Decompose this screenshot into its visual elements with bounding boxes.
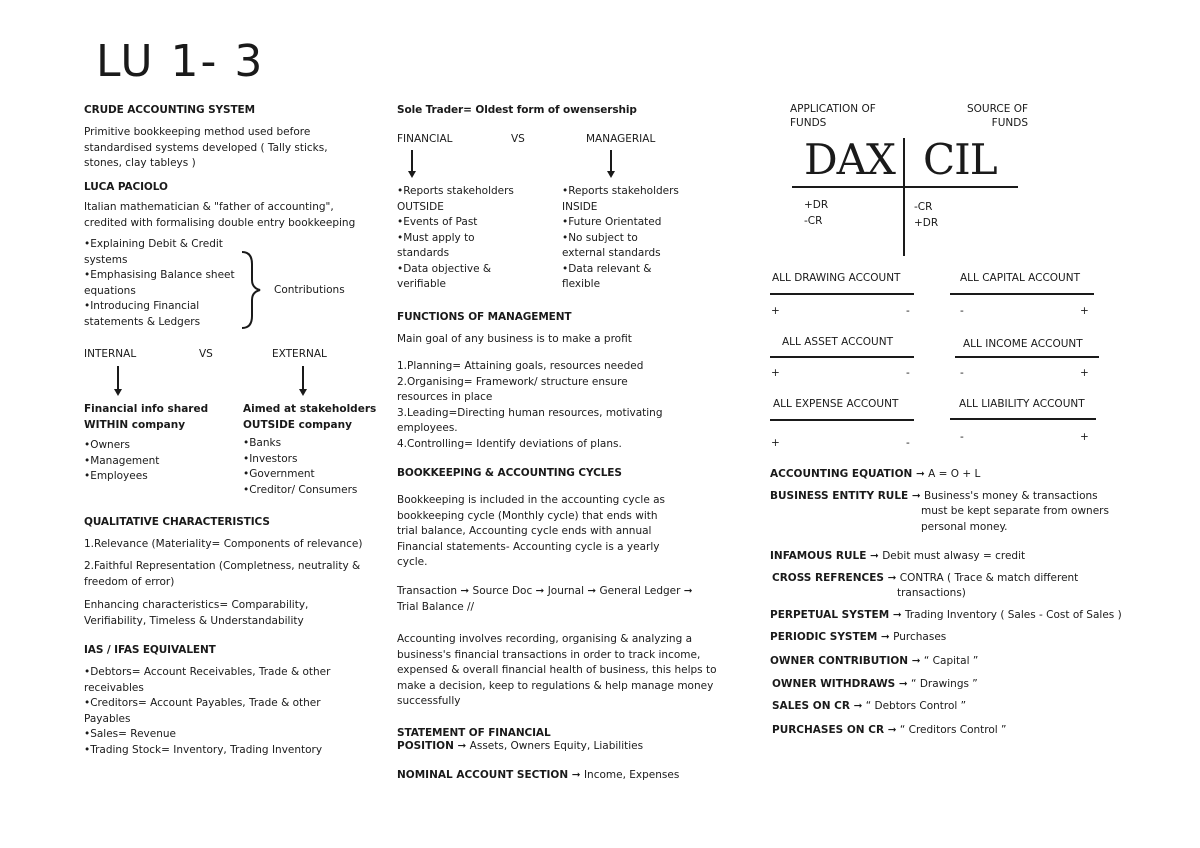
income-right-sign: + [1080,367,1089,379]
financial-label: FINANCIAL [397,133,453,145]
curly-brace-icon [238,250,262,330]
cil-label: CIL [923,135,997,184]
asset-left-sign: + [771,367,780,379]
page-title: LU 1- 3 [96,36,265,87]
arrow-head-icon [408,171,416,178]
rule-business-entity: BUSINESS ENTITY RULE ➞ Business's money & transactions [770,490,1098,502]
account-underline [950,293,1094,295]
capital-right-sign: + [1080,305,1089,317]
application-funds: APPLICATION OF FUNDS [790,103,876,129]
drawing-right-sign: - [906,305,910,317]
sfp-block: STATEMENT OF FINANCIAL POSITION ➞ Assets, Owners Equity, Liabilities [397,727,644,752]
qual-relevance: 1.Relevance (Materiality= Components of relevance) [84,538,363,550]
arrow-head-icon [607,171,615,178]
crude-heading: CRUDE ACCOUNTING SYSTEM [84,104,255,116]
external-label: EXTERNAL [272,348,327,360]
qual-heading: QUALITATIVE CHARACTERISTICS [84,516,270,528]
t-account-vertical [903,138,905,256]
down-arrow-icon [411,150,413,172]
rule-infamous: INFAMOUS RULE ➞ Debit must alwasy = credit [770,550,1026,562]
dax-signs: +DR -CR [804,199,829,227]
vs-label: VS [511,133,525,145]
arrow-head-icon [299,389,307,396]
account-expense: ALL EXPENSE ACCOUNT [773,398,899,410]
rule-sales-on-credit: SALES ON CR ➞ “ Debtors Control ” [772,700,967,712]
managerial-label: MANAGERIAL [586,133,656,145]
t-account-horizontal [792,186,1018,188]
capital-left-sign: - [960,305,964,317]
financial-items: •Reports stakeholders OUTSIDE •Events of Past •Must apply to standards •Data objective & verifiable [397,185,514,290]
ias-heading: IAS / IFAS EQUIVALENT [84,644,216,656]
external-desc: Aimed at stakeholders OUTSIDE company [243,403,377,431]
managerial-items: •Reports stakeholders INSIDE •Future Orientated •No subject to external standards •Data relevant & flexible [562,185,679,290]
bk-heading: BOOKKEEPING & ACCOUNTING CYCLES [397,467,622,479]
rule-periodic: PERIODIC SYSTEM ➞ Purchases [770,631,947,643]
sole-trader: Sole Trader= Oldest form of owensership [397,104,637,116]
rule-purchases-on-credit: PURCHASES ON CR ➞ “ Creditors Control ” [772,724,1007,736]
account-underline [770,356,914,358]
drawing-left-sign: + [771,305,780,317]
account-liability: ALL LIABILITY ACCOUNT [959,398,1085,410]
expense-left-sign: + [771,437,780,449]
cil-signs: -CR +DR [914,201,939,229]
luca-text: Italian mathematician & "father of accounting", credited with formalising double entry bookkeeping [84,201,356,229]
fom-list: 1.Planning= Attaining goals, resources needed 2.Organising= Framework/ structure ensure resources in place 3.Leading=Directing human resources, motivating employees. 4.Controlling= Identify deviations of plans. [397,360,663,450]
qual-faithful: 2.Faithful Representation (Completness, neutrality & freedom of error) [84,560,361,588]
fom-goal: Main goal of any business is to make a profit [397,333,632,345]
down-arrow-icon [302,366,304,390]
arrow-head-icon [114,389,122,396]
rule-accounting-equation: ACCOUNTING EQUATION ➞ A = O + L [770,468,981,480]
account-income: ALL INCOME ACCOUNT [963,338,1083,350]
expense-right-sign: - [906,437,910,449]
source-funds: SOURCE OF FUNDS [967,103,1028,129]
rule-perpetual: PERPETUAL SYSTEM ➞ Trading Inventory ( Sales - Cost of Sales ) [770,609,1122,621]
down-arrow-icon [610,150,612,172]
asset-right-sign: - [906,367,910,379]
crude-text: Primitive bookkeeping method used before standardised systems developed ( Tally sticks, stones, clay tableys ) [84,126,328,169]
external-items: •Banks •Investors •Government •Creditor/ Consumers [243,437,358,496]
account-drawing: ALL DRAWING ACCOUNT [772,272,901,284]
internal-items: •Owners •Management •Employees [84,439,160,482]
internal-desc: Financial info shared WITHIN company [84,403,209,431]
income-left-sign: - [960,367,964,379]
accounting-text: Accounting involves recording, organising & analyzing a business's financial transactions in order to track income, expensed & overall financial health of business, this helps to make a decision, keep to regulations & help manage money successfully [397,633,717,707]
fom-heading: FUNCTIONS OF MANAGEMENT [397,311,572,323]
rule-cross-references-cont: transactions) [897,587,966,599]
enhancing-text: Enhancing characteristics= Comparability, Verifiability, Timeless & Understandability [84,599,309,627]
liability-left-sign: - [960,431,964,443]
rule-owner-withdraws: OWNER WITHDRAWS ➞ “ Drawings ” [772,678,978,690]
transaction-flow: Transaction ➞ Source Doc ➞ Journal ➞ General Ledger ➞ Trial Balance // [397,585,693,613]
account-underline [950,418,1096,420]
nominal-line: NOMINAL ACCOUNT SECTION ➞ Income, Expenses [397,769,680,781]
ias-list: •Debtors= Account Receivables, Trade & other receivables •Creditors= Account Payables, Trade & other Payables •Sales= Revenue •Trading Stock= Inventory, Trading Inventory [84,666,331,756]
rule-business-entity-cont: must be kept separate from owners personal money. [921,505,1109,533]
rule-owner-contribution: OWNER CONTRIBUTION ➞ “ Capital ” [770,655,979,667]
account-underline [770,419,914,421]
down-arrow-icon [117,366,119,390]
dax-label: DAX [804,135,895,184]
luca-heading: LUCA PACIOLO [84,181,168,193]
contributions-label: Contributions [274,284,345,296]
account-asset: ALL ASSET ACCOUNT [782,336,893,348]
account-underline [770,293,914,295]
vs-label: VS [199,348,213,360]
account-underline [955,356,1099,358]
bk-text: Bookkeeping is included in the accounting cycle as bookkeeping cycle (Monthly cycle) that ends with trial balance, Accounting cycle ends with annual Financial statements- Accounting cycle is a yearly cycle. [397,494,666,568]
liability-right-sign: + [1080,431,1089,443]
contributions-list: •Explaining Debit & Credit systems •Emphasising Balance sheet equations •Introducing Financial statements & Ledgers [84,238,235,328]
rule-cross-references: CROSS REFRENCES ➞ CONTRA ( Trace & match different [772,572,1079,584]
internal-label: INTERNAL [84,348,137,360]
account-capital: ALL CAPITAL ACCOUNT [960,272,1081,284]
